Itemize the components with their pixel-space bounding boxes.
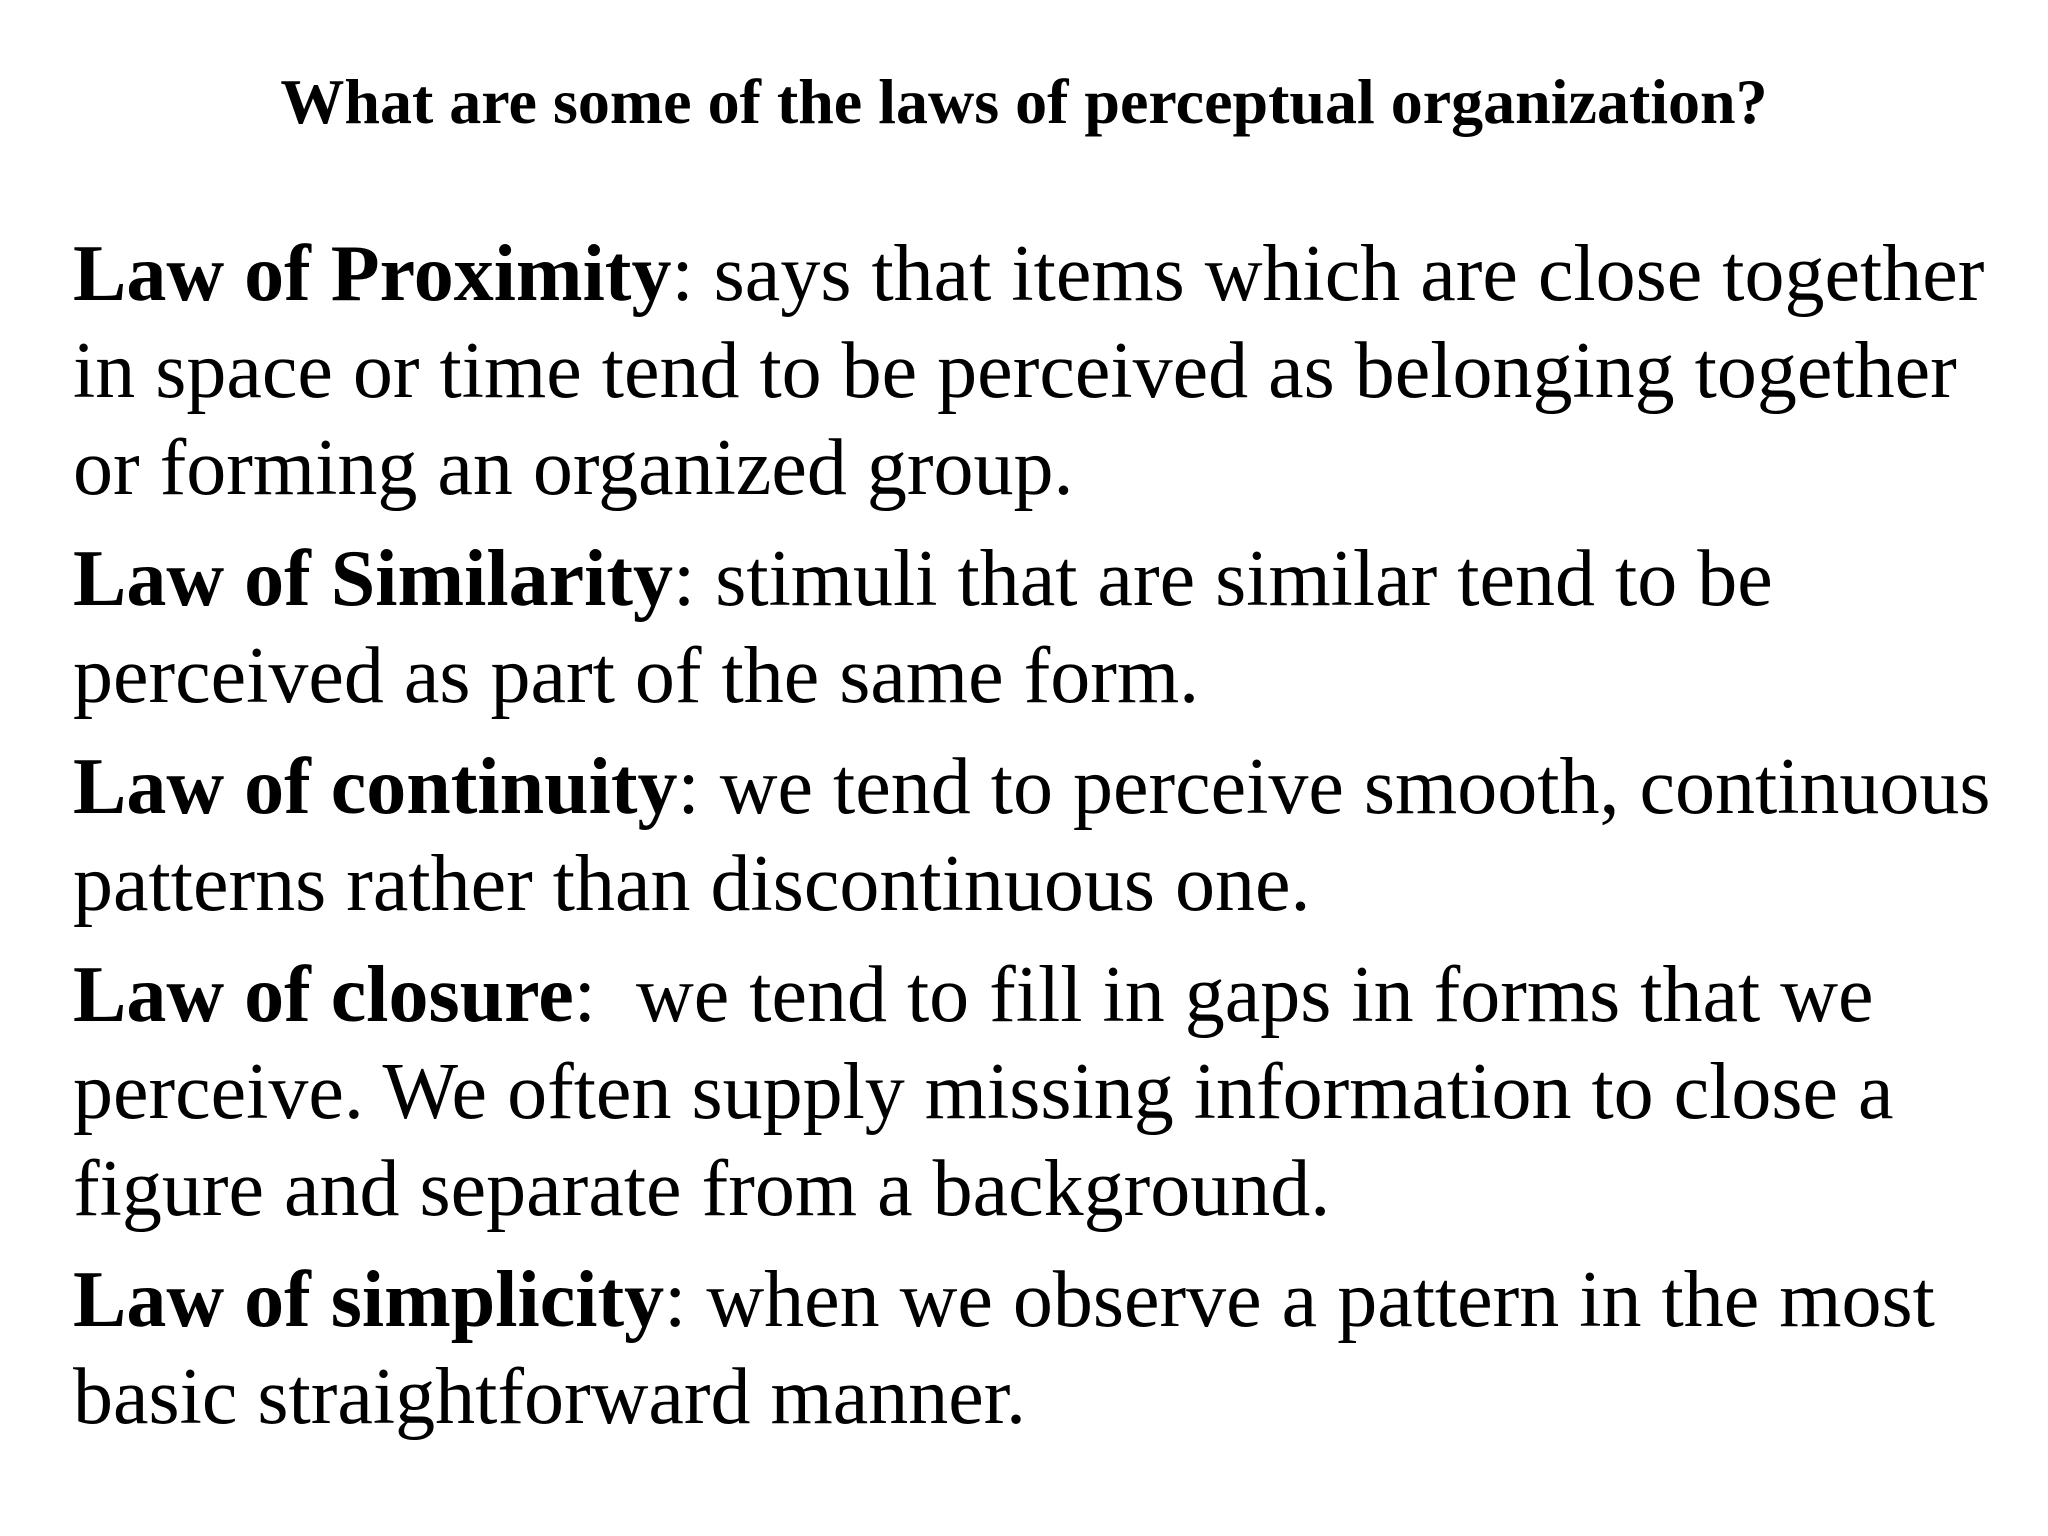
law-name: Law of Similarity xyxy=(73,535,673,623)
law-description: says that items which are close together in space or time tend to be perceived as belonging together or forming an organized group. xyxy=(73,230,2005,512)
law-simplicity xyxy=(73,1252,2033,1446)
slide-title: What are some of the laws of perceptual organization? xyxy=(280,66,1768,137)
law-name: Law of continuity xyxy=(73,743,678,831)
law-description: we tend to fill in gaps in forms that we perceive. We often supply missing information to close a figure and separate from a background. xyxy=(73,951,1914,1233)
law-name: Law of Proximity xyxy=(73,230,672,318)
law-description: we tend to perceive smooth, continuous patterns rather than discontinuous one. xyxy=(73,743,2011,928)
law-separator: : xyxy=(677,743,720,831)
law-name: Law of simplicity xyxy=(73,1256,665,1344)
law-separator: : xyxy=(671,230,714,318)
law-proximity xyxy=(73,226,2033,517)
law-separator: : xyxy=(664,1256,707,1344)
law-name: Law of closure xyxy=(73,951,574,1039)
law-similarity xyxy=(73,531,2033,725)
law-separator: : xyxy=(672,535,716,623)
law-description: stimuli that are similar tend to be perceived as part of the same form. xyxy=(73,535,1793,720)
law-continuity xyxy=(73,739,2033,933)
law-closure xyxy=(73,947,2033,1238)
law-separator: : xyxy=(573,951,636,1039)
law-description: when we observe a pattern in the most basic straightforward manner. xyxy=(73,1256,1955,1441)
laws-list xyxy=(73,226,2033,1460)
